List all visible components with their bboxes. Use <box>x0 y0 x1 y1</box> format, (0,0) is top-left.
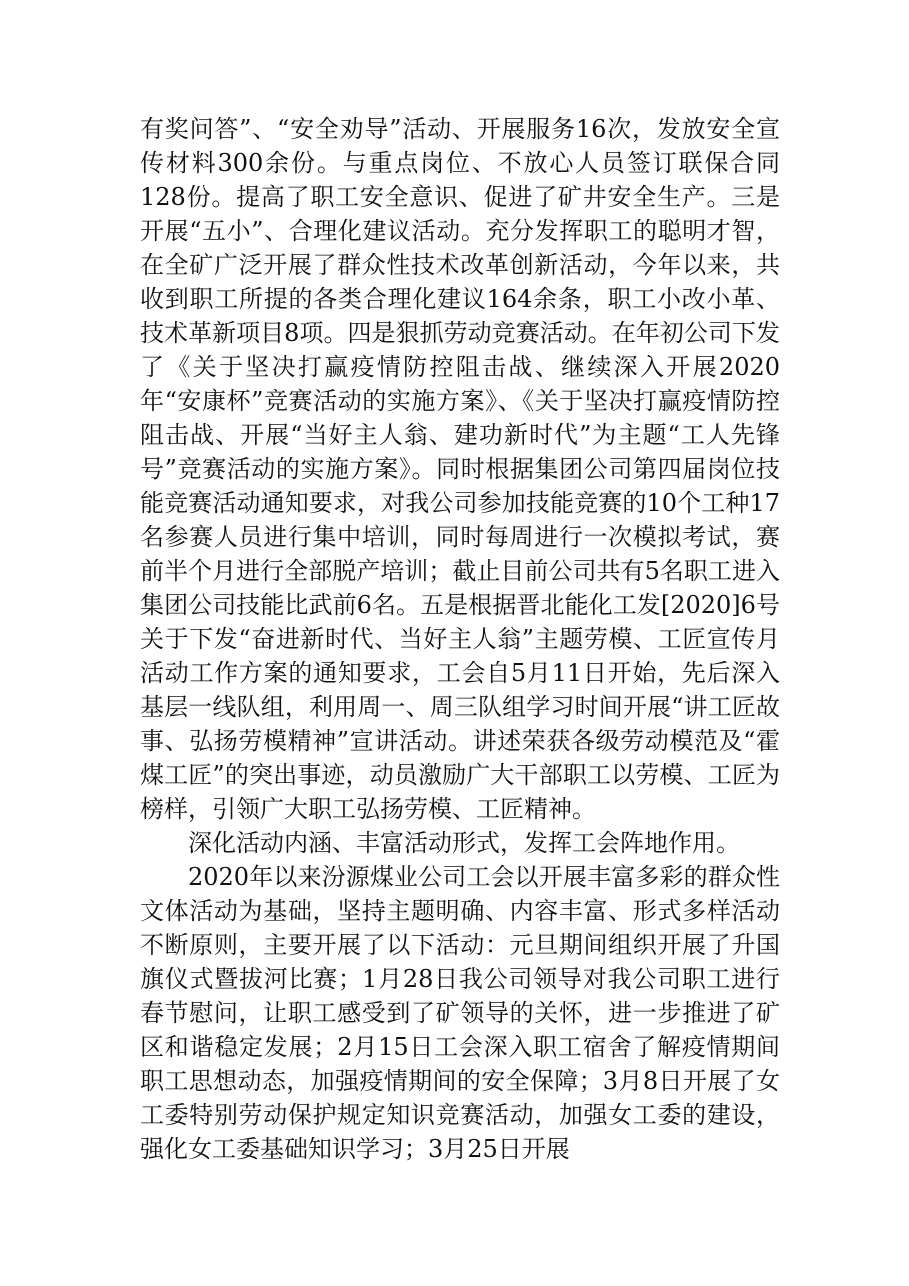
body-paragraph: 2020年以来汾源煤业公司工会以开展丰富多彩的群众性文体活动为基础，坚持主题明确、内容丰富、形式多样活动不断原则，主要开展了以下活动：元旦期间组织开展了升国旗仪式暨拔河比赛；1月28日我公司领导对我公司职工进行春节慰问，让职工感受到了矿领导的关怀，进一步推进了矿区和谐稳定发展；2月15日工会深入职工宿舍了解疫情期间职工思想动态，加强疫情期间的安全保障；3月8日开展了女工委特别劳动保护规定知识竞赛活动，加强女工委的建设，强化女工委基础知识学习；3月25日开展 <box>140 863 780 1163</box>
body-paragraph: 有奖问答”、“安全劝导”活动、开展服务16次，发放安全宣传材料300余份。与重点岗位、不放心人员签订联保合同128份。提高了职工安全意识、促进了矿井安全生产。三是开展“五小”、合理化建议活动。充分发挥职工的聪明才智，在全矿广泛开展了群众性技术改革创新活动，今年以来，共收到职工所提的各类合理化建议164余条，职工小改小革、技术革新项目8项。四是狠抓劳动竞赛活动。在年初公司下发了《关于坚决打赢疫情防控阻击战、继续深入开展2020年“安康杯”竞赛活动的实施方案》、《关于坚决打赢疫情防控阻击战、开展“当好主人翁、建功新时代”为主题“工人先锋号”竞赛活动的实施方案》。同时根据集团公司第四届岗位技能竞赛活动通知要求，对我公司参加技能竞赛的10个工种17名参赛人员进行集中培训，同时每周进行一次模拟考试，赛前半个月进行全部脱产培训；截止目前公司共有5名职工进入集团公司技能比武前6名。五是根据晋北能化工发[2020]6号关于下发“奋进新时代、当好主人翁”主题劳模、工匠宣传月活动工作方案的通知要求，工会自5月11日开始，先后深入基层一线队组，利用周一、周三队组学习时间开展“讲工匠故事、弘扬劳模精神”宣讲活动。讲述荣获各级劳动模范及“霍煤工匠”的突出事迹，动员激励广大干部职工以劳模、工匠为榜样，引领广大职工弘扬劳模、工匠精神。 <box>140 115 780 823</box>
section-heading-paragraph: 深化活动内涵、丰富活动形式，发挥工会阵地作用。 <box>188 829 740 857</box>
document-body <box>140 112 780 1166</box>
